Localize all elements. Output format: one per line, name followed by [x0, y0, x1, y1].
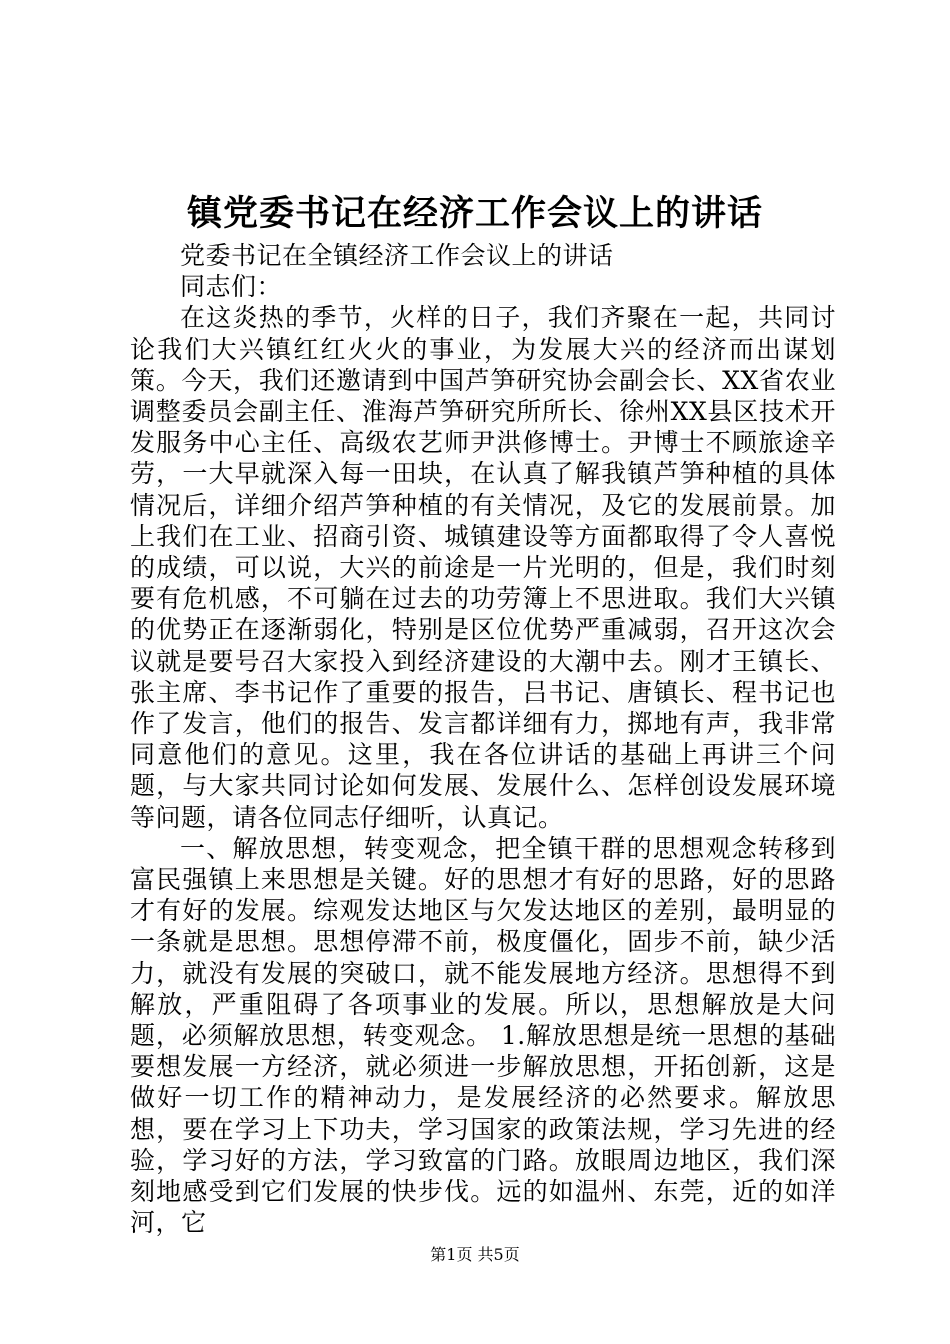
document-title: 镇党委书记在经济工作会议上的讲话	[186, 193, 763, 234]
body-paragraph: 一、解放思想，转变观念，把全镇干群的思想观念转移到富民强镇上来思想是关键。好的思想才有好的思路，好的思路才有好的发展。综观发达地区与欠发达地区的差别，最明显的一条就是思想。思想停滞不前，极度僵化，固步不前，缺少活力，就没有发展的突破口，就不能发展地方经济。思想得不到解放，严重阻碍了各项事业的发展。所以，思想解放是大问题，必须解放思想，转变观念。 1.解放思想是统一思想的基础要想发展一方经济，就必须进一步解放思想，开拓创新，这是做好一切工作的精神动力，是发展经济的必然要求。解放思想，要在学习上下功夫，学习国家的政策法规，学习先进的经验，学习好的方法，学习致富的门路。放眼周边地区，我们深刻地感受到它们发展的快步伐。远的如温州、东莞，近的如洋河，它	[130, 833, 836, 1238]
page-footer: 第1页 共5页	[430, 1245, 520, 1264]
subtitle-paragraph: 党委书记在全镇经济工作会议上的讲话	[180, 241, 614, 270]
document-body	[130, 240, 836, 1239]
body-paragraph: 在这炎热的季节，火样的日子，我们齐聚在一起，共同讨论我们大兴镇红红火火的事业，为发展大兴的经济而出谋划策。今天，我们还邀请到中国芦笋研究协会副会长、XX省农业调整委员会副主任、淮海芦笋研究所所长、徐州XX县区技术开发服务中心主任、高级农艺师尹洪修博士。尹博士不顾旅途辛劳，一大早就深入每一田块，在认真了解我镇芦笋种植的具体情况后，详细介绍芦笋种植的有关情况，及它的发展前景。加上我们在工业、招商引资、城镇建设等方面都取得了令人喜悦的成绩，可以说，大兴的前途是一片光明的，但是，我们时刻要有危机感，不可躺在过去的功劳簿上不思进取。我们大兴镇的优势正在逐渐弱化，特别是区位优势严重减弱，召开这次会议就是要号召大家投入到经济建设的大潮中去。刚才王镇长、张主席、李书记作了重要的报告，吕书记、唐镇长、程书记也作了发言，他们的报告、发言都详细有力，掷地有声，我非常同意他们的意见。这里，我在各位讲话的基础上再讲三个问题，与大家共同讨论如何发展、发展什么、怎样创设发展环境等问题，请各位同志仔细听，认真记。	[130, 303, 836, 832]
salutation-paragraph: 同志们：	[180, 272, 283, 302]
